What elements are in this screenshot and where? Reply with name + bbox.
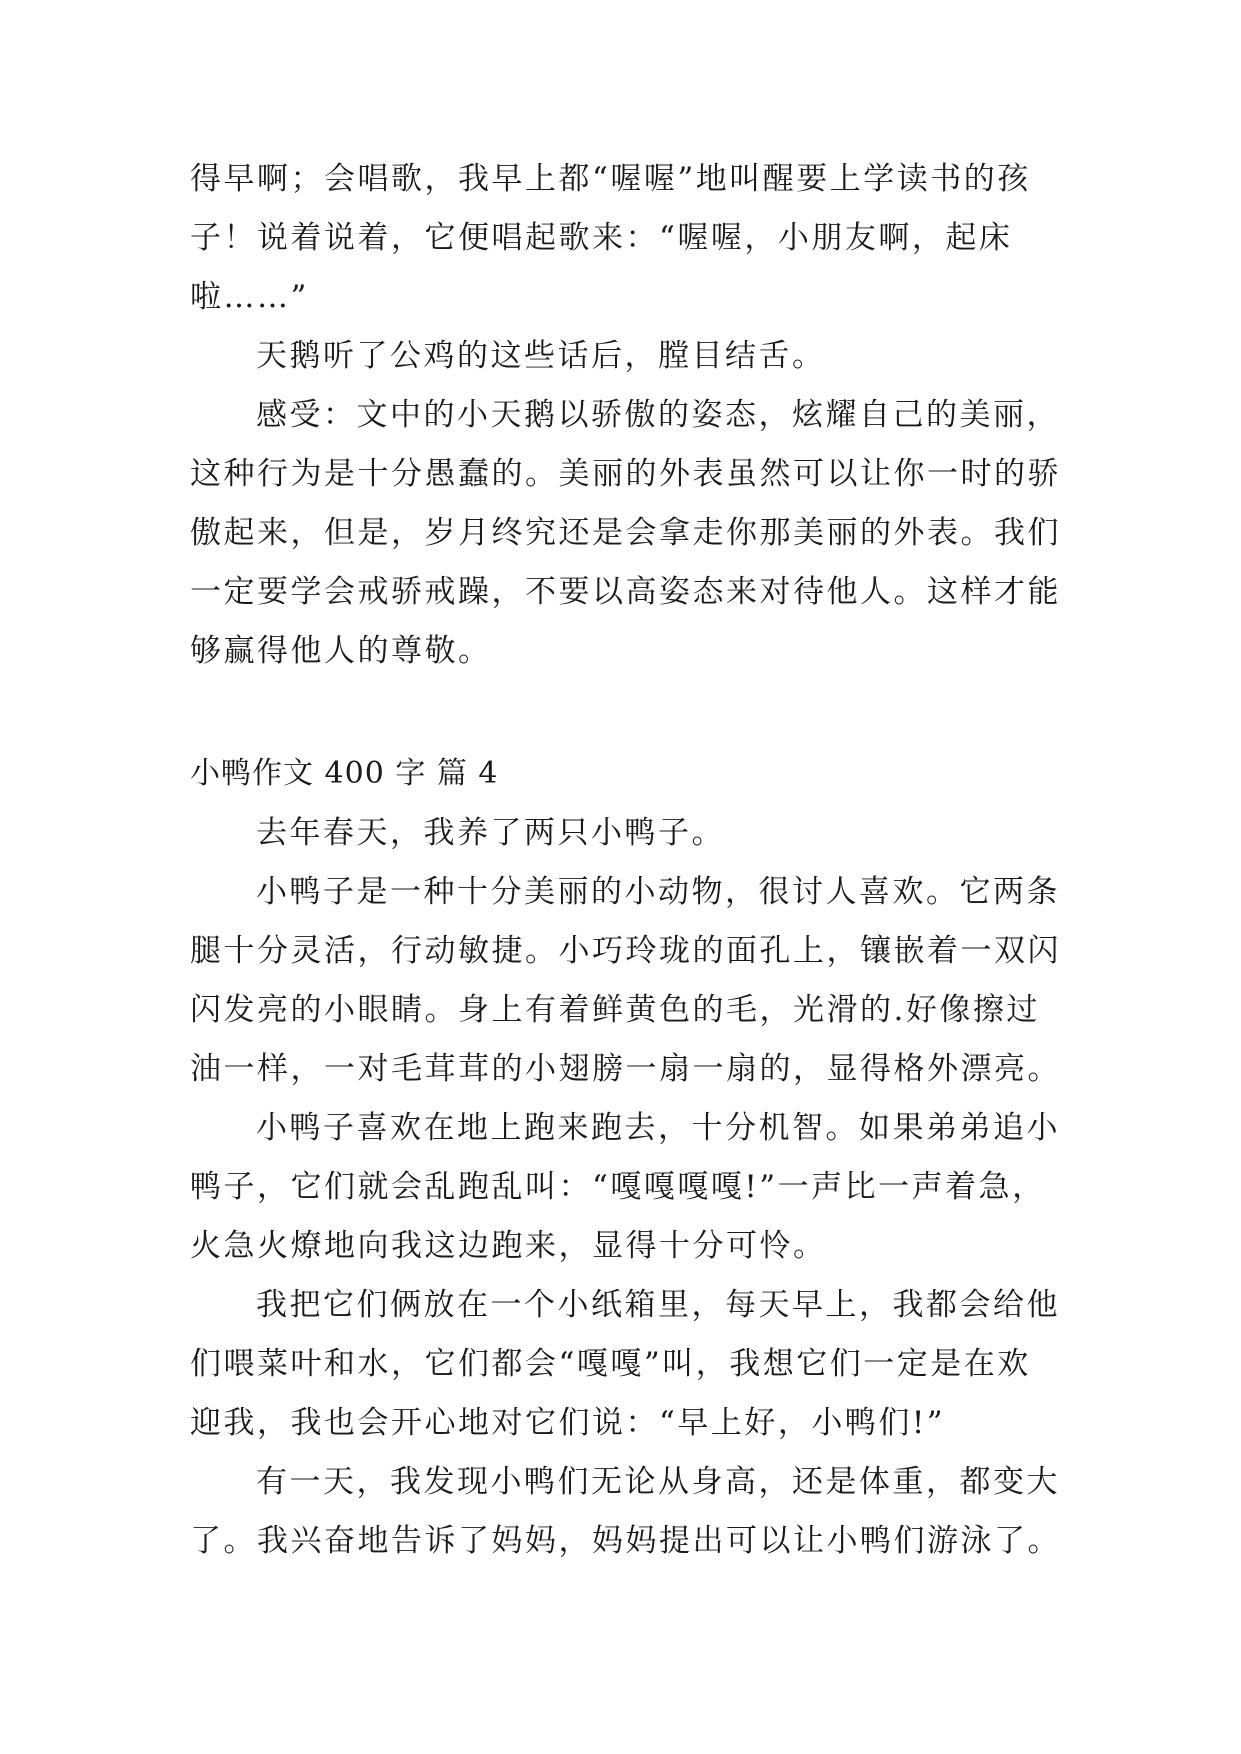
paragraph-line: 一定要学会戒骄戒躁，不要以高姿态来对待他人。这样才能	[190, 574, 1061, 610]
paragraph-line: 油一样，一对毛茸茸的小翅膀一扇一扇的，显得格外漂亮。	[190, 1051, 1061, 1087]
paragraph-line: 这种行为是十分愚蠢的。美丽的外表虽然可以让你一时的骄	[190, 456, 1061, 492]
paragraph-line: 了。我兴奋地告诉了妈妈，妈妈提出可以让小鸭们游泳了。	[190, 1523, 1061, 1559]
paragraph-line: 小鸭子是一种十分美丽的小动物，很讨人喜欢。它两条	[256, 874, 1060, 910]
paragraph-line: 够赢得他人的尊敬。	[190, 633, 492, 669]
paragraph-line: 天鹅听了公鸡的这些话后，膛目结舌。	[256, 338, 826, 374]
paragraph-line: 啦……”	[190, 279, 309, 315]
paragraph-line: 感受：文中的小天鹅以骄傲的姿态，炫耀自己的美丽，	[256, 397, 1060, 433]
top-text-section	[190, 150, 1070, 681]
paragraph-line: 闪发亮的小眼睛。身上有着鲜黄色的毛，光滑的.好像擦过	[190, 992, 1040, 1028]
paragraph-line: 们喂菜叶和水，它们都会“嘎嘎”叫，我想它们一定是在欢	[190, 1346, 1031, 1382]
paragraph-line: 火急火燎地向我这边跑来，显得十分可怜。	[190, 1228, 827, 1264]
section-heading: 小鸭作文 400 字 篇 4	[190, 756, 499, 791]
paragraph-line: 去年春天，我养了两只小鸭子。	[256, 815, 725, 851]
bottom-text-section	[190, 804, 1070, 1571]
paragraph-line: 我把它们俩放在一个小纸箱里，每天早上，我都会给他	[256, 1287, 1060, 1323]
paragraph-line: 腿十分灵活，行动敏捷。小巧玲珑的面孔上，镶嵌着一双闪	[190, 933, 1061, 969]
paragraph-line: 得早啊；会唱歌，我早上都“喔喔”地叫醒要上学读书的孩	[190, 161, 1031, 197]
paragraph-line: 小鸭子喜欢在地上跑来跑去，十分机智。如果弟弟追小	[256, 1110, 1060, 1146]
paragraph-line: 傲起来，但是，岁月终究还是会拿走你那美丽的外表。我们	[190, 515, 1061, 551]
paragraph-line: 有一天，我发现小鸭们无论从身高，还是体重，都变大	[256, 1464, 1060, 1500]
paragraph-line: 子！说着说着，它便唱起歌来：“喔喔，小朋友啊，起床	[190, 220, 1013, 256]
paragraph-line: 鸭子，它们就会乱跑乱叫：“嘎嘎嘎嘎!”一声比一声着急，	[190, 1169, 1046, 1205]
paragraph-line: 迎我，我也会开心地对它们说：“早上好，小鸭们!”	[190, 1405, 946, 1441]
